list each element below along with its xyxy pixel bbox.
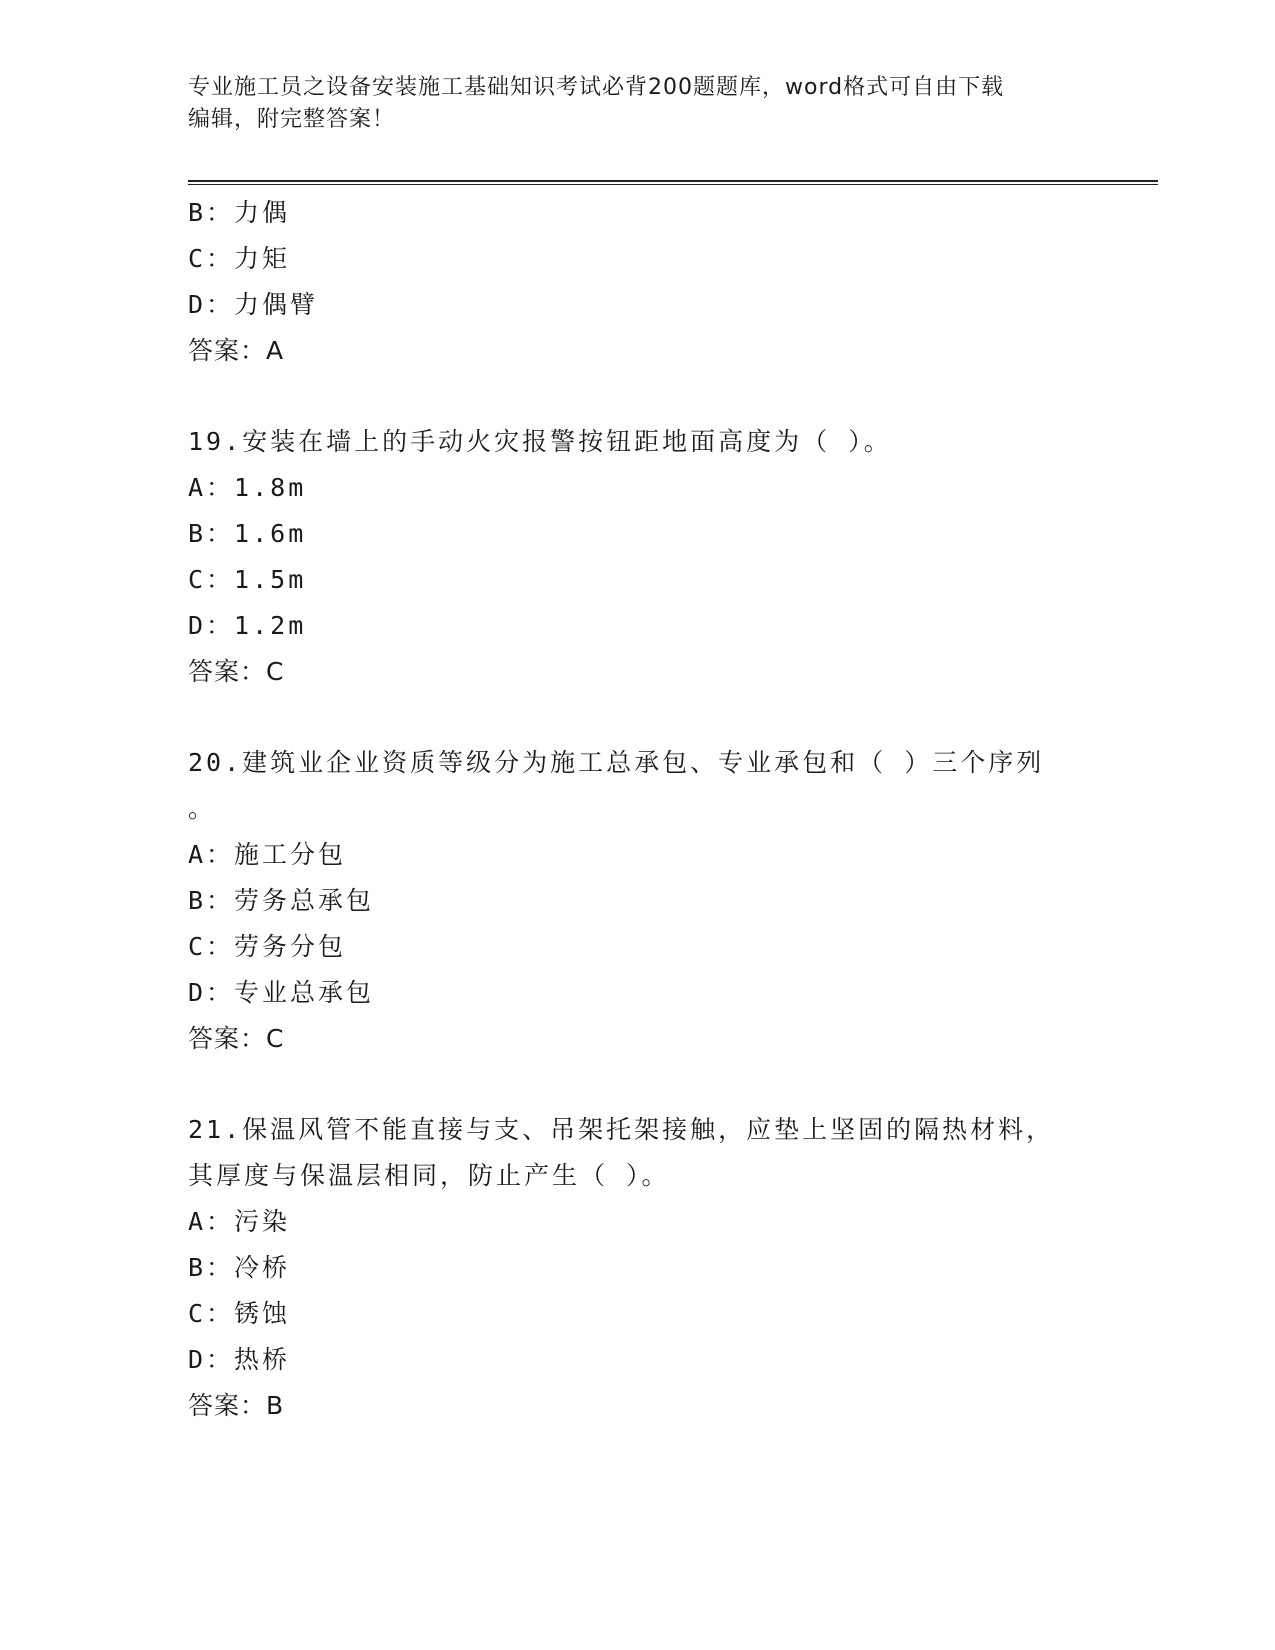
question-text-line-2: 其厚度与保温层相同，防止产生（ ）。 xyxy=(188,1161,670,1190)
option-d: D：1.2m xyxy=(188,611,307,640)
option-c: C：力矩 xyxy=(188,244,291,273)
question-text-line-2: 。 xyxy=(188,794,217,823)
question-text-line-1: 20.建筑业企业资质等级分为施工总承包、专业承包和（ ）三个序列 xyxy=(188,748,1045,777)
header-line-1: 专业施工员之设备安装施工基础知识考试必背200题题库，word格式可自由下载 xyxy=(188,75,1005,100)
question-21 xyxy=(188,1107,1088,1429)
option-b: B：冷桥 xyxy=(188,1253,291,1282)
option-b: B：劳务总承包 xyxy=(188,886,375,915)
option-c: C：锈蚀 xyxy=(188,1299,291,1328)
header-line-2: 编辑，附完整答案！ xyxy=(188,107,396,132)
option-a: A：施工分包 xyxy=(188,840,347,869)
question-spacer xyxy=(188,374,1088,419)
answer: 答案：C xyxy=(188,657,285,686)
option-c: C：1.5m xyxy=(188,565,307,594)
question-text: 19.安装在墙上的手动火灾报警按钮距地面高度为（ ）。 xyxy=(188,427,892,456)
option-c: C：劳务分包 xyxy=(188,932,347,961)
answer: 答案：A xyxy=(188,336,285,365)
question-18-tail xyxy=(188,190,1088,374)
question-text-line-1: 21.保温风管不能直接与支、吊架托架接触，应垫上坚固的隔热材料， xyxy=(188,1115,1055,1144)
header-rule-thin xyxy=(188,184,1158,185)
option-d: D：专业总承包 xyxy=(188,978,375,1007)
option-d: D：力偶臂 xyxy=(188,290,319,319)
question-spacer xyxy=(188,1062,1088,1107)
option-b: B：力偶 xyxy=(188,198,291,227)
question-list xyxy=(188,190,1088,1429)
answer: 答案：B xyxy=(188,1391,285,1420)
question-19 xyxy=(188,419,1088,695)
question-spacer xyxy=(188,695,1088,740)
option-d: D：热桥 xyxy=(188,1345,291,1374)
question-20 xyxy=(188,740,1088,1062)
document-header xyxy=(188,72,1088,136)
option-a: A：1.8m xyxy=(188,473,307,502)
answer: 答案：C xyxy=(188,1024,285,1053)
option-b: B：1.6m xyxy=(188,519,307,548)
header-rule-thick xyxy=(188,180,1158,182)
option-a: A：污染 xyxy=(188,1207,291,1236)
